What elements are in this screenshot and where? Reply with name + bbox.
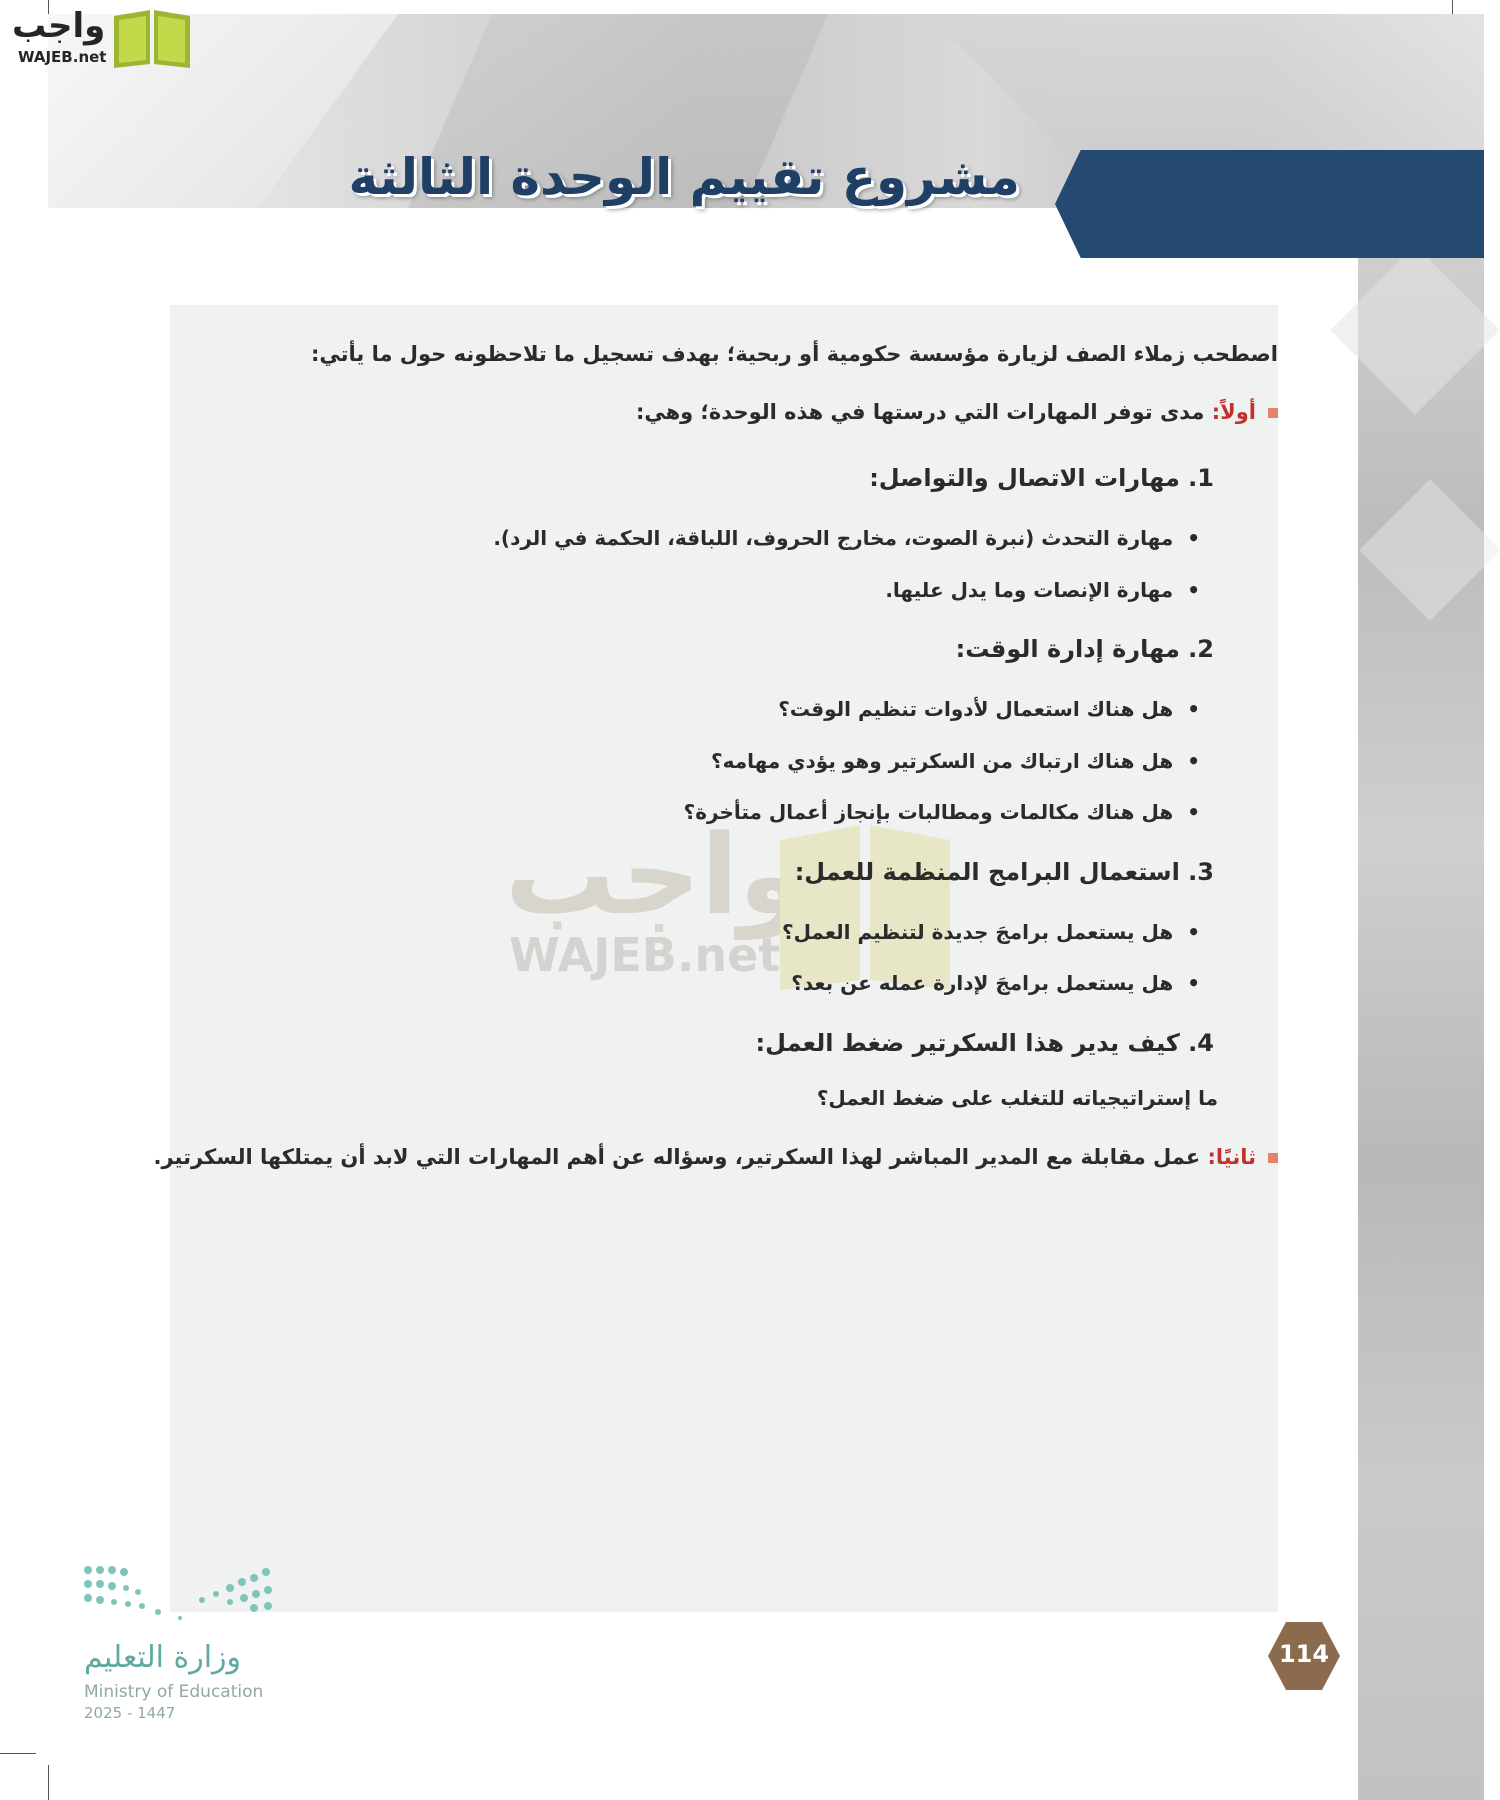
right-decor-strip xyxy=(1358,208,1484,1800)
title-banner xyxy=(1055,150,1484,258)
item-heading: 3. استعمال البرامج المنظمة للعمل: xyxy=(794,858,1214,886)
page-number: 114 xyxy=(1278,1640,1330,1668)
crop-mark xyxy=(0,1753,36,1754)
list-item: • مهارة الإنصات وما يدل عليها. xyxy=(885,578,1200,602)
logo-arabic: واجب xyxy=(12,6,106,46)
square-bullet-icon xyxy=(1268,408,1278,418)
ministry-year: 2025 - 1447 xyxy=(84,1704,176,1722)
square-bullet-icon xyxy=(1268,1153,1278,1163)
item-heading: 2. مهارة إدارة الوقت: xyxy=(955,635,1214,663)
item-text: ما إستراتيجياته للتغلب على ضغط العمل؟ xyxy=(816,1086,1218,1110)
book-icon xyxy=(110,6,194,68)
section-text: مدى توفر المهارات التي درستها في هذه الوحدة؛ وهي: xyxy=(635,400,1212,424)
section-text: عمل مقابلة مع المدير المباشر لهذا السكرتير، وسؤاله عن أهم المهارات التي لابد أن يمتلكها السكرتير. xyxy=(153,1145,1208,1169)
list-item: • هل هناك استعمال لأدوات تنظيم الوقت؟ xyxy=(778,697,1200,721)
intro-text: اصطحب زملاء الصف لزيارة مؤسسة حكومية أو ربحية؛ بهدف تسجيل ما تلاحظونه حول ما يأتي: xyxy=(310,342,1278,366)
section-label: ثانيًا: xyxy=(1207,1145,1256,1169)
crop-mark xyxy=(48,1765,49,1800)
ministry-english: Ministry of Education xyxy=(84,1682,264,1702)
logo-english: WAJEB.net xyxy=(18,48,107,66)
page-number-badge xyxy=(1268,1622,1340,1690)
page-title: مشروع تقييم الوحدة الثالثة xyxy=(348,148,1020,206)
item-heading: 1. مهارات الاتصال والتواصل: xyxy=(869,464,1214,492)
list-item: • هل يستعمل برامجَ لإدارة عمله عن بعد؟ xyxy=(791,971,1200,995)
list-item: • هل يستعمل برامجَ جديدة لتنظيم العمل؟ xyxy=(782,920,1200,944)
wajeb-logo[interactable] xyxy=(6,4,196,68)
list-item: • هل هناك ارتباك من السكرتير وهو يؤدي مهامه؟ xyxy=(711,749,1200,773)
watermark-book-icon xyxy=(775,820,955,990)
list-item: • مهارة التحدث (نبرة الصوت، مخارج الحروف، اللباقة، الحكمة في الرد). xyxy=(493,526,1200,550)
item-heading: 4. كيف يدير هذا السكرتير ضغط العمل: xyxy=(755,1029,1214,1057)
section-second xyxy=(153,1145,1278,1169)
ministry-arabic: وزارة التعليم xyxy=(84,1640,242,1675)
list-item: • هل هناك مكالمات ومطالبات بإنجاز أعمال متأخرة؟ xyxy=(684,800,1200,824)
section-label: أولاً: xyxy=(1211,400,1256,424)
watermark-english: WAJEB.net xyxy=(509,928,781,982)
section-first xyxy=(636,400,1278,424)
watermark-arabic: واجب xyxy=(505,811,807,939)
